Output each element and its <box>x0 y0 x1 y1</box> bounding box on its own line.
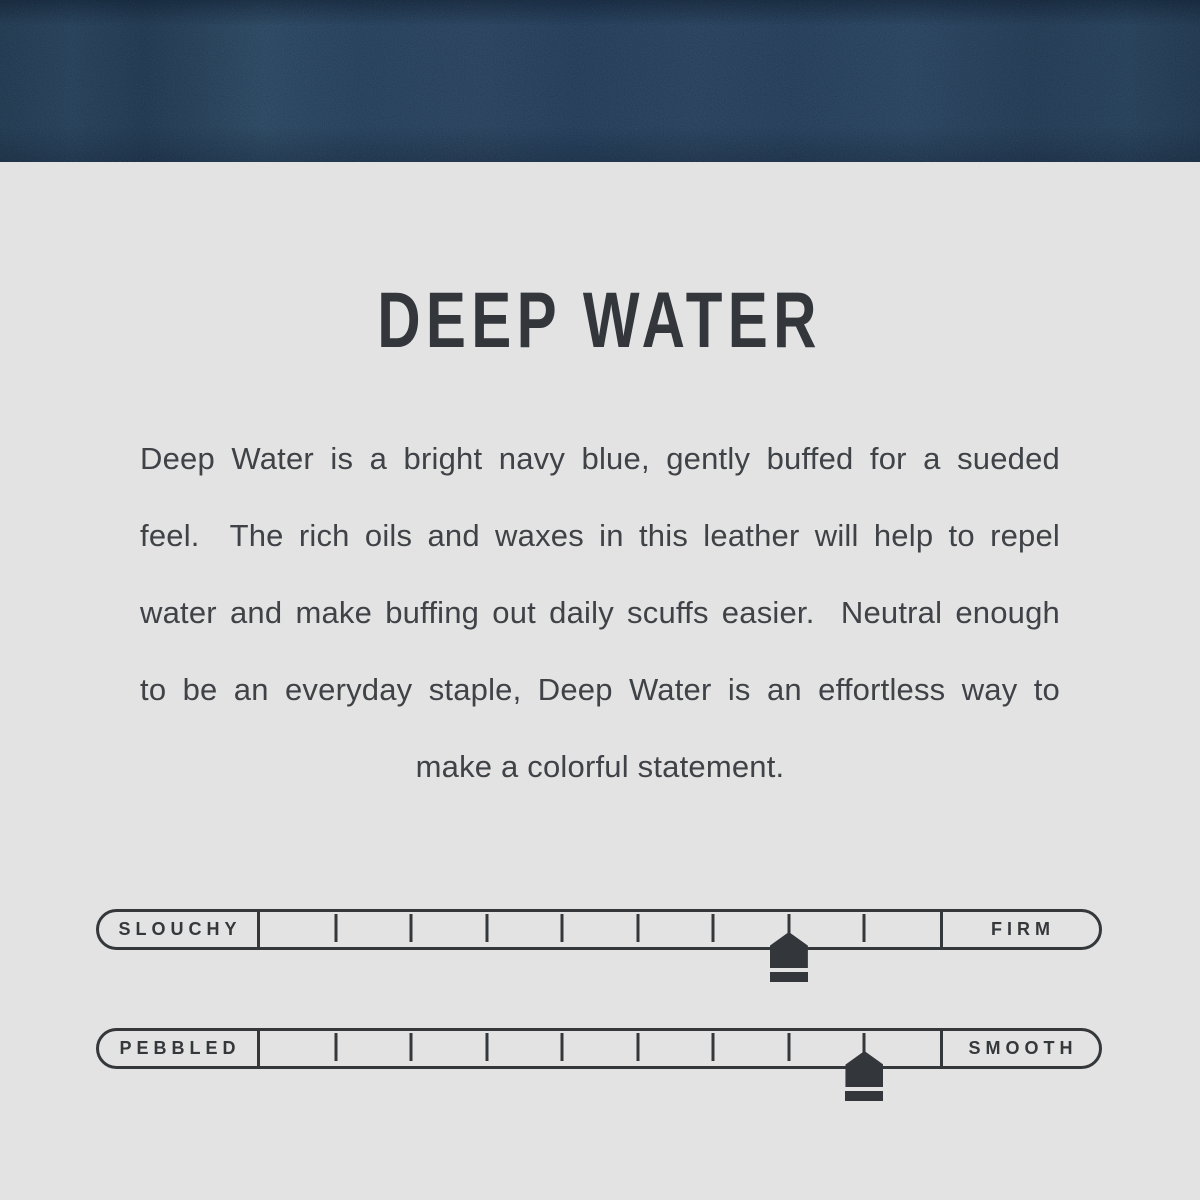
scale-right-cell <box>940 912 1099 947</box>
marker-pointer-icon <box>845 1051 883 1087</box>
tick-mark <box>485 1033 488 1061</box>
leather-description <box>140 420 1060 805</box>
slouchy-firm-scale <box>96 909 1102 950</box>
pebbled-smooth-scale <box>96 1028 1102 1069</box>
marker-pointer-icon <box>770 932 808 968</box>
leather-color-name: DEEP WATER <box>377 275 823 364</box>
tick-mark <box>410 914 413 942</box>
tick-mark <box>712 1033 715 1061</box>
tick-mark <box>787 1033 790 1061</box>
scale-marker <box>770 932 808 985</box>
description-line: make a colorful statement. <box>415 749 785 784</box>
tick-mark <box>334 914 337 942</box>
scale-right-cell <box>940 1031 1099 1066</box>
page-title <box>0 275 1200 364</box>
scale-left-cell <box>99 1031 260 1066</box>
tick-mark <box>712 914 715 942</box>
scale-track <box>260 1031 940 1066</box>
tick-mark <box>863 914 866 942</box>
scale-left-cell <box>99 912 260 947</box>
scale-label-pebbled: PEBBLED <box>119 1038 241 1058</box>
tick-mark <box>636 914 639 942</box>
description-line: Deep Water is a bright navy blue, gently buffed for a sueded <box>140 441 1060 476</box>
tick-mark <box>636 1033 639 1061</box>
leather-swatch-banner <box>0 0 1200 162</box>
tick-mark <box>410 1033 413 1061</box>
description-line: to be an everyday staple, Deep Water is an effortless way to <box>140 672 1060 707</box>
scale-marker <box>845 1051 883 1104</box>
marker-base <box>770 972 808 982</box>
leather-grain-texture <box>0 0 1200 162</box>
tick-mark <box>485 914 488 942</box>
tick-mark <box>334 1033 337 1061</box>
description-line: water and make buffing out daily scuffs easier. Neutral enough <box>140 595 1060 630</box>
scale-track <box>260 912 940 947</box>
tick-mark <box>561 1033 564 1061</box>
marker-base <box>845 1091 883 1101</box>
scale-label-slouchy: SLOUCHY <box>118 919 242 939</box>
scale-label-smooth: SMOOTH <box>968 1038 1078 1058</box>
description-line: feel. The rich oils and waxes in this leather will help to repel <box>140 518 1060 553</box>
tick-mark <box>561 914 564 942</box>
scale-label-firm: FIRM <box>991 919 1055 939</box>
